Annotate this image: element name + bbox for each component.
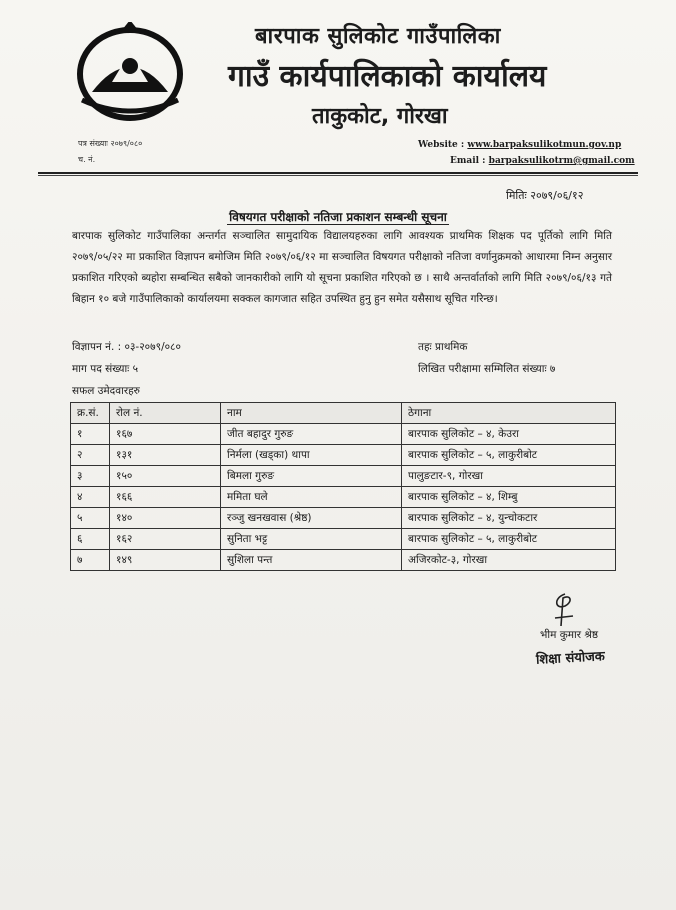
header-name: नाम bbox=[221, 403, 402, 424]
email-line: Email : barpaksulikotrm@gmail.com bbox=[450, 156, 635, 166]
signatory-name: भीम कुमार श्रेष्ठ bbox=[540, 629, 599, 641]
nepal-emblem-icon bbox=[72, 22, 188, 122]
cell-name: जीत बहादुर गुरुङ bbox=[221, 424, 402, 445]
office-name: गाउँ कार्यपालिकाको कार्यालय bbox=[228, 59, 547, 94]
cell-serial: १ bbox=[71, 424, 110, 445]
pass-label: सफल उमेदवारहरु bbox=[72, 385, 140, 397]
cell-serial: ६ bbox=[71, 529, 110, 550]
notice-date: मितिः २०७९/०६/१२ bbox=[506, 189, 584, 202]
participants-count: लिखित परीक्षामा सम्मिलित संख्याः ७ bbox=[418, 363, 556, 375]
notice-body: बारपाक सुलिकोट गाउँपालिका अन्तर्गत सञ्चालित सामुदायिक विद्यालयहरुका लागि आवश्यक प्राथमिक शिक्षक पद पूर्तिको लागि मिति २०७९/०५/२२ मा प्रकाशित विज्ञापन बमोजिम मिति २०७९/०६/१२ मा सञ्चालित विषयगत परीक्षाको नतिजा वर्णानुक्रमको आधारमा निम्न अनुसार प्रकाशित गरिएको ब्यहोरा सम्बन्धित सबैको जानकारीको लागि यो सूचना प्रकाशित गरिएको छ । साथै अन्तर्वार्ताको लागि मिति २०७९/०६/१३ गते बिहान १० बजे गाउँपालिकाको कार्यालयमा सक्कल कागजात सहित उपस्थित हुनु हुन समेत यसैसाथ सूचित गरिन्छ। bbox=[72, 230, 612, 305]
header-serial: क्र.सं. bbox=[71, 403, 110, 424]
reference-number: पत्र संख्याः २०७९/०८० bbox=[78, 139, 143, 148]
header-divider-thin bbox=[38, 175, 638, 176]
cell-name: रञ्जु खनखवास (श्रेष्ठ) bbox=[221, 508, 402, 529]
cell-serial: ४ bbox=[71, 487, 110, 508]
cell-serial: ७ bbox=[71, 550, 110, 571]
table-header-row bbox=[71, 403, 616, 424]
cell-address: बारपाक सुलिकोट – ४, शिम्बु bbox=[402, 487, 616, 508]
signatory-designation: शिक्षा संयोजक bbox=[535, 649, 606, 668]
cell-roll: १४९ bbox=[110, 550, 221, 571]
advert-number: विज्ञापन नं. : ०३-२०७९/०८० bbox=[72, 341, 181, 353]
cell-address: बारपाक सुलिकोट – ४, युन्चोकटार bbox=[402, 508, 616, 529]
cell-roll: १६२ bbox=[110, 529, 221, 550]
cell-serial: ३ bbox=[71, 466, 110, 487]
cell-address: बारपाक सुलिकोट – ५, लाकुरीबोट bbox=[402, 529, 616, 550]
cell-serial: ५ bbox=[71, 508, 110, 529]
notice-title: विषयगत परीक्षाको नतिजा प्रकाशन सम्बन्धी सूचना bbox=[229, 210, 447, 224]
cell-roll: १४० bbox=[110, 508, 221, 529]
dispatch-number: च. नं. bbox=[78, 155, 96, 164]
results-table bbox=[70, 402, 616, 571]
signature-icon bbox=[545, 590, 585, 630]
table-row bbox=[71, 424, 616, 445]
header-divider bbox=[38, 172, 638, 174]
cell-name: सुशिला पन्त bbox=[221, 550, 402, 571]
cell-name: निर्मला (खड्का) थापा bbox=[221, 445, 402, 466]
website-link[interactable]: www.barpaksulikotmun.gov.np bbox=[467, 140, 622, 150]
cell-roll: १६७ bbox=[110, 424, 221, 445]
cell-roll: १३१ bbox=[110, 445, 221, 466]
cell-address: पालुङटार-९, गोरखा bbox=[402, 466, 616, 487]
cell-name: सुनिता भट्ट bbox=[221, 529, 402, 550]
table-row bbox=[71, 550, 616, 571]
table-row bbox=[71, 529, 616, 550]
cell-address: बारपाक सुलिकोट – ५, लाकुरीबोट bbox=[402, 445, 616, 466]
cell-address: बारपाक सुलिकोट – ४, केउरा bbox=[402, 424, 616, 445]
table-row bbox=[71, 445, 616, 466]
table-row bbox=[71, 508, 616, 529]
municipality-name: बारपाक सुलिकोट गाउँपालिका bbox=[255, 24, 501, 49]
header-roll: रोल नं. bbox=[110, 403, 221, 424]
level: तहः प्राथमिक bbox=[418, 341, 468, 353]
table-row bbox=[71, 487, 616, 508]
cell-roll: १६६ bbox=[110, 487, 221, 508]
website-line: Website : www.barpaksulikotmun.gov.np bbox=[418, 140, 622, 150]
cell-name: बिमला गुरुङ bbox=[221, 466, 402, 487]
header-address: ठेगाना bbox=[402, 403, 616, 424]
office-location: ताकुकोट, गोरखा bbox=[312, 104, 448, 129]
cell-roll: १५० bbox=[110, 466, 221, 487]
cell-name: ममिता घले bbox=[221, 487, 402, 508]
cell-serial: २ bbox=[71, 445, 110, 466]
email-link[interactable]: barpaksulikotrm@gmail.com bbox=[488, 156, 635, 166]
cell-address: अजिरकोट-३, गोरखा bbox=[402, 550, 616, 571]
table-row bbox=[71, 466, 616, 487]
posts-count: माग पद संख्याः ५ bbox=[72, 363, 139, 375]
